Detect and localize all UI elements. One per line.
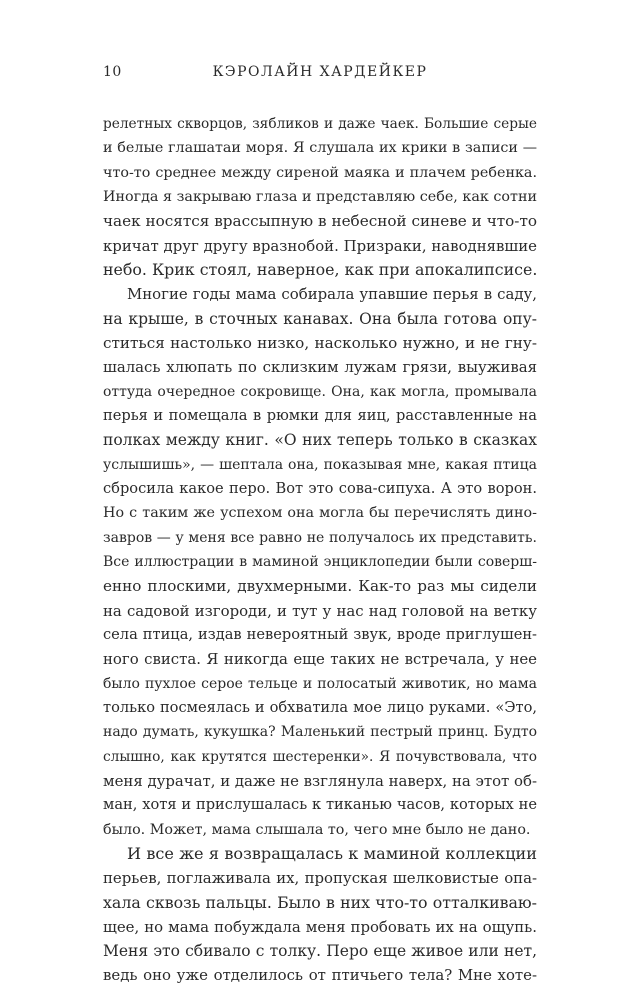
- text-line: ститься настолько низко, насколько нужно, и не гну-: [103, 333, 537, 352]
- text-line: что-то среднее между сиреной маяка и плачем ребенка.: [103, 164, 537, 181]
- text-line: небо. Крик стоял, наверное, как при апокалипсисе.: [103, 259, 538, 279]
- running-title: КЭРОЛАЙН ХАРДЕЙКЕР: [212, 64, 428, 80]
- text-line: завров — у меня все равно не получалось их представить.: [103, 529, 537, 546]
- text-line: чаек носятся врассыпную в небесной синеве и что-то: [103, 212, 537, 231]
- page-header: [103, 64, 537, 84]
- text-line: перья и помещала в рюмки для яиц, расставленные на: [103, 406, 537, 424]
- text-line: щее, но мама побуждала меня пробовать их на ощупь.: [103, 917, 537, 936]
- text-line: енно плоскими, двухмерными. Как-то раз мы сидели: [103, 577, 537, 596]
- text-line: слышно, как крутятся шестеренки». Я почувствовала, что: [103, 748, 537, 765]
- text-line: на садовой изгороди, и тут у нас над головой на ветку: [103, 601, 537, 620]
- text-line: Иногда я закрываю глаза и представляю себе, как сотни: [103, 188, 537, 205]
- text-line: хала сквозь пальцы. Было в них что-то отталкиваю-: [103, 892, 537, 912]
- text-line: релетных скворцов, зябликов и даже чаек. Большие серые: [103, 116, 537, 132]
- text-line: Но с таким же успехом она могла бы перечислять дино-: [103, 505, 537, 522]
- text-line: ман, хотя и прислушалась к тиканью часов, которых не: [103, 796, 537, 814]
- text-line: было пухлое серое тельце и полосатый животик, но мама: [103, 675, 537, 692]
- text-line: Меня это сбивало с толку. Перо еще живое или нет,: [103, 942, 537, 961]
- text-line: Многие годы мама собирала упавшие перья в саду,: [127, 285, 537, 304]
- text-line: и белые глашатаи моря. Я слушала их крики в записи —: [103, 140, 537, 157]
- text-line: сбросила какое перо. Вот это сова-сипуха. А это ворон.: [103, 479, 537, 497]
- text-line: полках между книг. «О них теперь только в сказках: [103, 431, 537, 450]
- text-line: Все иллюстрации в маминой энциклопедии были соверш-: [103, 553, 537, 570]
- text-line: оттуда очередное сокровище. Она, как могла, промывала: [103, 383, 537, 400]
- text-line: ведь оно уже отделилось от птичьего тела? Мне хоте-: [103, 966, 537, 985]
- text-line: надо думать, кукушка? Маленький пестрый принц. Будто: [103, 724, 537, 741]
- text-line: кричат друг другу вразнобой. Призраки, наводнявшие: [103, 236, 537, 255]
- page-number: 10: [103, 64, 122, 80]
- text-line: села птица, издав невероятный звук, вроде приглушен-: [103, 625, 537, 643]
- text-line: шалась хлюпать по склизким лужам грязи, выуживая: [103, 358, 537, 377]
- text-line: на крыше, в сточных канавах. Она была готова опу-: [103, 309, 537, 328]
- text-line: услышишь», — шептала она, показывая мне, какая птица: [103, 456, 537, 473]
- text-line: ного свиста. Я никогда еще таких не встречала, у нее: [103, 650, 537, 669]
- text-line: меня дурачат, и даже не взглянула наверх, на этот об-: [103, 771, 537, 790]
- text-line: только посмеялась и обхватила мое лицо руками. «Это,: [103, 698, 537, 716]
- text-line: было. Может, мама слышала то, чего мне было не дано.: [103, 821, 531, 838]
- text-line: перьев, поглаживала их, пропуская шелковистые опа-: [103, 869, 537, 888]
- text-line: И все же я возвращалась к маминой коллекции: [127, 843, 537, 863]
- body-text: [103, 112, 537, 988]
